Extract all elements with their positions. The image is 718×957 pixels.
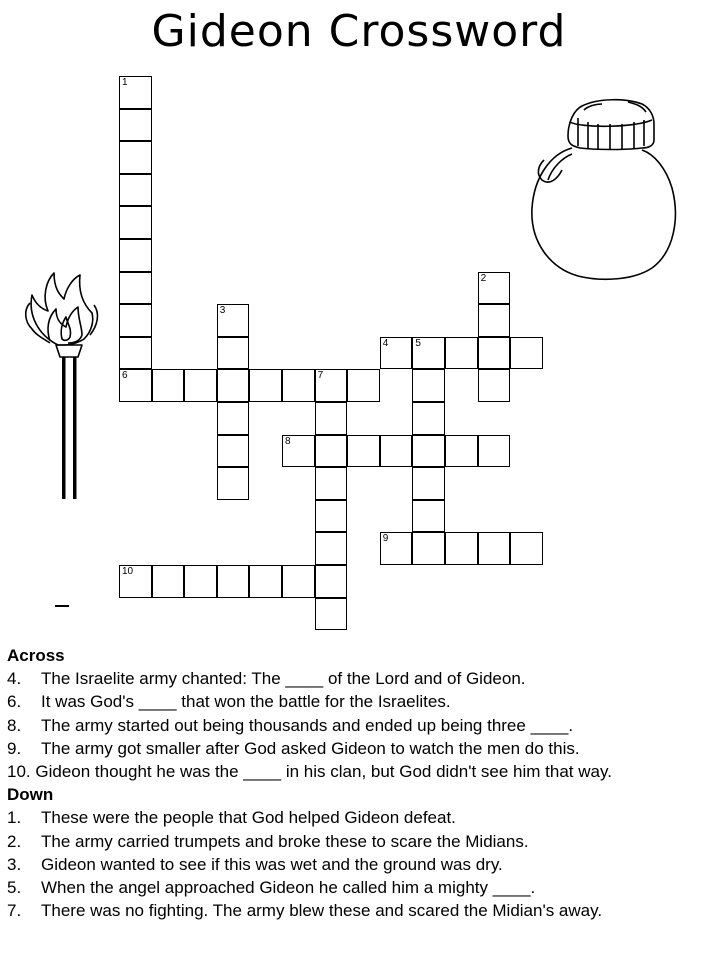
crossword-cell (119, 141, 152, 174)
clue-across-10 (7, 760, 712, 783)
cell-number: 1 (122, 77, 128, 88)
clue-down-5 (7, 876, 712, 899)
clue-text: The army carried trumpets and broke these to scare the Midians. (41, 831, 529, 851)
clue-down-2 (7, 830, 712, 853)
clue-across-9 (7, 737, 712, 760)
clue-text: The army started out being thousands and ended up being three ____. (41, 715, 574, 735)
clue-text: It was God's ____ that won the battle for the Israelites. (41, 692, 451, 712)
crossword-cell (412, 532, 445, 565)
cell-number: 5 (415, 337, 421, 349)
page-title: Gideon Crossword (151, 6, 567, 57)
clue-text: These were the people that God helped Gideon defeat. (41, 808, 456, 828)
clue-text: Gideon wanted to see if this was wet and the ground was dry. (41, 854, 503, 874)
across-heading: Across (7, 646, 65, 665)
crossword-cell (478, 272, 511, 305)
crossword-cell (412, 337, 445, 370)
clue-text: There was no fighting. The army blew these and scared the Midian's away. (41, 901, 603, 921)
crossword-cell (119, 109, 152, 142)
cell-number: 8 (285, 435, 291, 447)
crossword-cell (282, 435, 315, 468)
crossword-cell (347, 435, 380, 468)
clue-across-8 (7, 714, 712, 737)
crossword-cell (315, 402, 348, 435)
crossword-cell (315, 565, 348, 598)
crossword-cell (315, 598, 348, 631)
clue-text: Gideon thought he was the ____ in his clan, but God didn't see him that way. (35, 762, 612, 782)
clue-number: 6. (7, 692, 22, 712)
crossword-cell (119, 337, 152, 370)
crossword-cell (347, 369, 380, 402)
crossword-cell (380, 435, 413, 468)
cell-number: 9 (382, 533, 389, 545)
crossword-cell (119, 369, 152, 402)
crossword-cell (412, 467, 445, 500)
clue-text: The Israelite army chanted: The ____ of the Lord and of Gideon. (41, 669, 526, 689)
torch-icon (20, 265, 100, 505)
crossword-cell (510, 337, 543, 370)
clue-text: The army got smaller after God asked Gideon to watch the men do this. (41, 738, 580, 758)
clue-down-3 (7, 853, 712, 876)
clue-number: 9. (7, 738, 22, 758)
crossword-cell (249, 369, 282, 402)
cell-number: 4 (382, 337, 389, 349)
crossword-cell (119, 304, 152, 337)
crossword-cell (152, 369, 185, 402)
small-dash (55, 605, 69, 607)
jar-icon (522, 88, 682, 288)
crossword-cell (119, 565, 152, 598)
crossword-cell (119, 206, 152, 239)
crossword-cell (412, 500, 445, 533)
crossword-cell (119, 272, 152, 305)
crossword-cell (184, 565, 217, 598)
crossword-cell (380, 337, 413, 370)
crossword-cell (478, 337, 511, 370)
crossword-cell (412, 369, 445, 402)
crossword-cell (184, 369, 217, 402)
crossword-cell (380, 532, 413, 565)
crossword-cell (282, 369, 315, 402)
crossword-cell (412, 435, 445, 468)
clue-down-1 (7, 806, 712, 829)
down-heading: Down (7, 785, 54, 805)
crossword-cell (282, 565, 315, 598)
clue-down-7 (7, 899, 712, 922)
crossword-cell (315, 435, 348, 468)
crossword-cell (315, 369, 348, 402)
crossword-cell (478, 532, 511, 565)
clue-number: 7. (7, 901, 22, 921)
crossword-cell (119, 174, 152, 207)
cell-number: 3 (219, 305, 226, 317)
crossword-cell (315, 532, 348, 565)
crossword-cell (478, 369, 511, 402)
clue-number: 4. (7, 669, 22, 689)
clue-number: 10. (7, 762, 31, 782)
crossword-cell (478, 435, 511, 468)
crossword-cell (217, 565, 250, 598)
crossword-cell (249, 565, 282, 598)
crossword-cell (119, 76, 152, 109)
clue-number: 8. (7, 715, 22, 735)
clues-section (7, 644, 712, 922)
cell-number: 2 (480, 272, 487, 284)
crossword-cell (315, 500, 348, 533)
clue-across-6 (7, 690, 712, 713)
crossword-cell (445, 435, 478, 468)
crossword-cell (217, 435, 250, 468)
crossword-cell (119, 239, 152, 272)
cell-number: 10 (122, 566, 134, 577)
clue-text: When the angel approached Gideon he called him a mighty ____. (41, 878, 536, 898)
crossword-cell (217, 467, 250, 500)
crossword-cell (445, 337, 478, 370)
crossword-cell (217, 337, 250, 370)
crossword-cell (445, 532, 478, 565)
clue-number: 3. (7, 854, 22, 874)
crossword-cell (217, 402, 250, 435)
clue-across-4 (7, 667, 712, 690)
crossword-cell (412, 402, 445, 435)
crossword-cell (152, 565, 185, 598)
crossword-cell (478, 304, 511, 337)
crossword-cell (217, 304, 250, 337)
clue-number: 2. (7, 831, 22, 851)
clue-number: 5. (7, 878, 22, 898)
crossword-cell (217, 369, 250, 402)
cell-number: 7 (317, 370, 324, 382)
cell-number: 6 (122, 370, 128, 382)
crossword-cell (315, 467, 348, 500)
crossword-cell (510, 532, 543, 565)
clue-number: 1. (7, 808, 22, 828)
